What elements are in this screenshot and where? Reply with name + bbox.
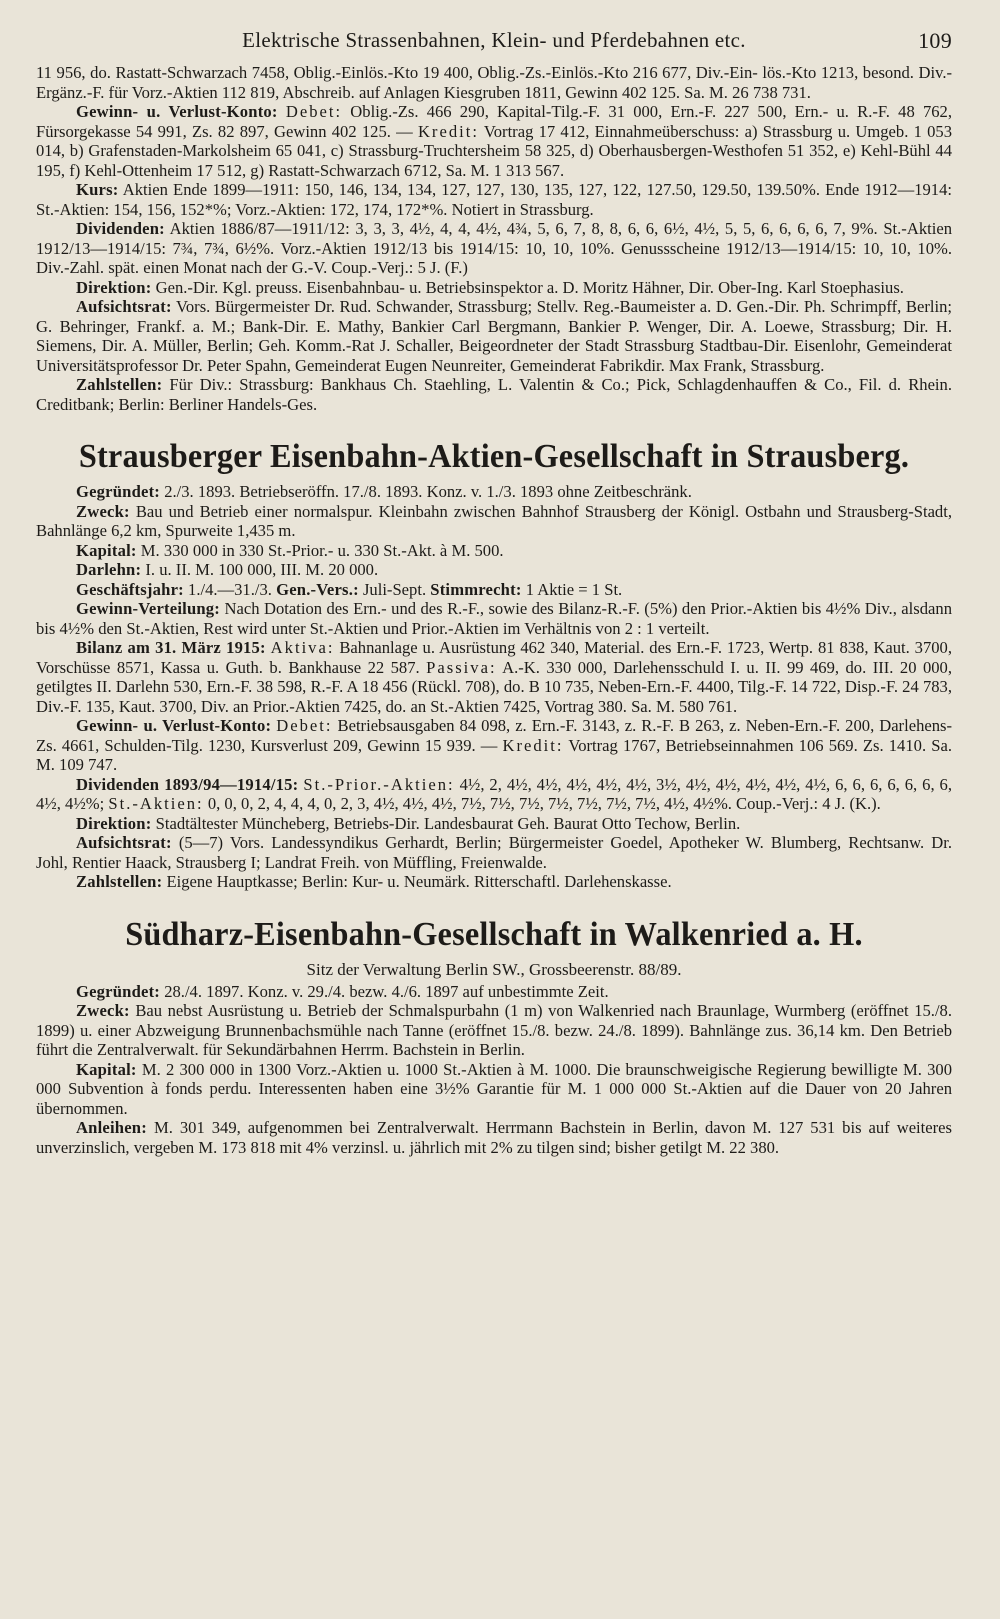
text: Bau und Betrieb einer normalspur. Kleinbahn zwischen Bahnhof Strausberg der Königl. Ostbahn und Strausberg-Stadt, Bahnlänge 6,2 km, Spurweite 1,435 m.: [36, 501, 952, 540]
running-header: [36, 28, 952, 53]
text: Gen.-Dir. Kgl. preuss. Eisenbahnbau- u. Betriebsinspektor a. D. Moritz Hähner, Dir. Ober-Ing. Karl Stoephasius.: [155, 277, 904, 297]
label: St.-Prior.-Aktien:: [303, 774, 455, 794]
text: 4½, 2, 4½, 4½, 4½, 4½, 4½, 3½, 4½, 4½, 4½, 4½, 4½, 6, 6, 6, 6, 6, 6, 6, 4½, 4½%;: [36, 774, 952, 813]
label: Gen.-Vers.:: [276, 579, 359, 599]
gewinn-verteilung-section: [36, 599, 952, 638]
company-title-suedharz: Südharz-Eisenbahn-Gesellschaft in Walkenried a. H.: [125, 915, 863, 953]
text: Vors. Bürgermeister Dr. Rud. Schwander, Strassburg; Stellv. Reg.-Baumeister a. D. Gen.-Dir. Ph. Schrimpff, Berlin; G. Behringer, Frankf. a. M.; Bank-Dir. E. Mathy, Bankier Carl Bergmann, Bankier P. Wenger, Dir. A. Loewe, Strassburg; Dir. H. Siemens, Dir. A. Müller, Berlin; Geh. Komm.-Rat J. Schaller, Beigeordneter der Stadt Strassburg Stadtbau-Dir. Eisenlohr, Gemeinderat Universitätsprofessor Dr. Peter Spahn, Gemeinderat Eugen Neunreiter, Gemeinderat Fabrikdir. Max Frank, Strassburg.: [36, 297, 952, 375]
gewinn-verlust-section: [36, 716, 952, 775]
text: (5—7) Vors. Landessyndikus Gerhardt, Berlin; Bürgermeister Goedel, Apotheker W. Blumberg, Rechtsanw. Dr. Johl, Rentier Haack, Strausberg I; Landrat Freih. von Müffling, Freienwalde.: [36, 833, 952, 872]
page-number: 109: [918, 28, 952, 53]
text: 1./4.—31./3.: [188, 579, 272, 599]
label: Passiva:: [426, 657, 497, 677]
zweck-section: [36, 1001, 952, 1060]
kapital-section: [36, 1060, 952, 1119]
kapital-section: [36, 541, 952, 561]
text: A.-K. 330 000, Darlehensschuld I. u. II. 99 469, do. III. 20 000, getilgtes II. Darlehn 530, Ern.-F. 38 598, R.-F. A 18 456 (Rückl. 708), do. B 10 735, Neben-Ern.-F. 4400, Tilg.-F. 14 722, Disp.-F. 24 783, Div.-F. 135, Kaut. 3700, Div. an Prior.-Aktien 7425, do. an St.-Aktien 7425, Vortrag 380. Sa. M. 580 761.: [36, 657, 952, 716]
label: Gewinn- u. Verlust-Konto:: [76, 102, 278, 121]
text: Juli-Sept.: [362, 579, 427, 599]
text: 28./4. 1897. Konz. v. 29./4. bezw. 4./6. 1897 auf unbestimmte Zeit.: [164, 981, 609, 1001]
label: Geschäftsjahr:: [76, 579, 184, 599]
text: Eigene Hauptkasse; Berlin: Kur- u. Neumärk. Ritterschaftl. Darlehenskasse.: [166, 872, 672, 891]
direktion-section: [36, 278, 952, 298]
label: Direktion:: [76, 813, 152, 833]
label: Kurs:: [76, 180, 119, 199]
label: Aktiva:: [270, 638, 335, 657]
gegruendet-section: [36, 982, 952, 1002]
label: Debet:: [276, 716, 333, 735]
running-title: Elektrische Strassenbahnen, Klein- und Pferdebahnen etc.: [242, 28, 746, 52]
label: Bilanz am 31. März 1915:: [76, 638, 266, 657]
text: Betriebsausgaben 84 098, z. Ern.-F. 3143, z. R.-F. B 263, z. Neben-Ern.-F. 200, Darlehens-Zs. 4661, Schulden-Tilg. 1230, Kursverlust 209, Gewinn 15 939. —: [36, 716, 953, 755]
label: Anleihen:: [76, 1118, 147, 1137]
text: Bahnanlage u. Ausrüstung 462 340, Material. des Ern.-F. 1723, Wertp. 81 838, Kaut. 3700, Vorschüsse 8571, Kassa u. Guth. b. Bankhause 22 587.: [36, 638, 952, 677]
text: Stadtältester Müncheberg, Betriebs-Dir. Landesbaurat Geh. Baurat Otto Techow, Berlin.: [155, 813, 741, 833]
balance-continuation: [36, 63, 952, 102]
direktion-section: [36, 814, 952, 834]
label: Zahlstellen:: [76, 872, 163, 891]
label: Gegründet:: [76, 981, 161, 1001]
zweck-section: [36, 502, 952, 541]
label: Kapital:: [76, 540, 137, 560]
bilanz-section: [36, 638, 952, 716]
profit-loss-account: [36, 102, 952, 180]
label: Aufsichtsrat:: [76, 833, 172, 852]
aufsichtsrat-section: [36, 297, 952, 375]
label: Gegründet:: [76, 482, 161, 501]
text: 11 956, do. Rastatt-Schwarzach 7458, Oblig.-Einlös.-Kto 19 400, Oblig.-Zs.-Einlös.-Kto 216 677, Div.-Ein- lös.-Kto 1213, besond. Div.-Ergänz.-F. für Vorz.-Aktien 112 819, Abschreib. auf Anlagen Kiesgruben 1811, Gewinn 402 125. Sa. M. 26 738 731.: [36, 63, 952, 102]
label: Zweck:: [76, 1001, 130, 1020]
text: I. u. II. M. 100 000, III. M. 20 000.: [145, 560, 379, 579]
label: Zweck:: [76, 501, 130, 521]
text: 2./3. 1893. Betriebseröffn. 17./8. 1893. Konz. v. 1./3. 1893 ohne Zeitbeschränk.: [164, 482, 692, 501]
text: Für Div.: Strassburg: Bankhaus Ch. Staehling, L. Valentin & Co.; Pick, Schlagdenhauffen & Co., Fil. d. Rhein. Creditbank; Berlin: Berliner Handels-Ges.: [36, 375, 952, 414]
text: Vortrag 17 412, Einnahmeüberschuss: a) Strassburg u. Umgeb. 1 053 014, b) Grafenstaden-Markolsheim 65 041, c) Strassburg-Truchtersheim 58 325, d) Oberhausbergen-Westhofen 51 352, e) Kehl-Bühl 44 195, f) Kehl-Ottenheim 17 512, g) Rastatt-Schwarzach 6712, Sa. M. 1 313 567.: [36, 121, 952, 180]
label: Kredit:: [417, 121, 479, 141]
label: Kredit:: [502, 735, 564, 755]
text: Oblig.-Zs. 466 290, Kapital-Tilg.-F. 31 000, Ern.-F. 227 500, Ern.- u. R.-F. 48 762, Fürsorgekasse 54 991, Zs. 82 897, Gewinn 402 125. —: [36, 102, 952, 141]
gegruendet-section: [36, 482, 952, 502]
text: M. 2 300 000 in 1300 Vorz.-Aktien u. 1000 St.-Aktien à M. 1000. Die braunschweigische Regierung bewilligte M. 300 000 Subvention à fonds perdu. Interessenten haben eine 3½% Garantie für M. 1 000 000 St.-Aktien auf die Dauer von 20 Jahren übernommen.: [36, 1059, 952, 1118]
dividenden-section: [36, 219, 952, 278]
label: Debet:: [285, 102, 343, 121]
dividenden-section: [36, 775, 952, 814]
company-title-strausberg: Strausberger Eisenbahn-Aktien-Gesellschaft in Strausberg.: [78, 438, 910, 475]
label: Zahlstellen:: [76, 375, 163, 394]
label: Stimmrecht:: [430, 579, 522, 599]
text: Bau nebst Ausrüstung u. Betrieb der Schmalspurbahn (1 m) von Walkenried nach Braunlage, Wurmberg (eröffnet 15./8. 1899) u. einer Abzweigung Brunnenbachsmühle nach Tanne (eröffnet 15./8. bezw. 24./8. 1899). Bahnlänge zus. 36,14 km. Den Betrieb führt die Zentralverwalt. für Sekundärbahnen Herrm. Bachstein in Berlin.: [36, 1001, 953, 1059]
text: M. 301 349, aufgenommen bei Zentralverwalt. Herrmann Bachstein in Berlin, davon M. 127 531 bis auf weiteres unverzinslich, vergeben M. 173 818 mit 4% verzinsl. u. jährlich mit 2% zu tilgen sind; bisher getilgt M. 22 380.: [36, 1118, 952, 1157]
text: 0, 0, 0, 2, 4, 4, 4, 0, 2, 3, 4½, 4½, 4½, 7½, 7½, 7½, 7½, 7½, 7½, 7½, 4½, 4½%. Coup.-Verj.: 4 J. (K.).: [207, 794, 881, 813]
text: Vortrag 1767, Betriebseinnahmen 106 569. Zs. 1410. Sa. M. 109 747.: [36, 735, 952, 774]
geschaeftsjahr-section: [36, 580, 952, 600]
darlehn-section: [36, 560, 952, 580]
label: Dividenden:: [76, 219, 165, 238]
anleihen-section: [36, 1118, 952, 1157]
zahlstellen-section: [36, 872, 952, 892]
text: Aktien Ende 1899—1911: 150, 146, 134, 134, 127, 127, 130, 135, 127, 122, 127.50, 129.50, 139.50%. Ende 1912—1914: St.-Aktien: 154, 156, 152*%; Vorz.-Aktien: 172, 174, 172*%. Notiert in Strassburg.: [36, 180, 952, 219]
label: Gewinn-Verteilung:: [76, 599, 221, 618]
text: 1 Aktie = 1 St.: [525, 579, 623, 599]
label: Dividenden 1893/94—1914/15:: [76, 774, 299, 794]
text: Aktien 1886/87—1911/12: 3, 3, 3, 4½, 4, 4, 4½, 4¾, 5, 6, 7, 8, 8, 6, 6, 6½, 4½, 5, 5, 6, 6, 6, 6, 7, 9%. St.-Aktien 1912/13—1914/15: 7¾, 7¾, 6½%. Vorz.-Aktien 1912/13 bis 1914/15: 10, 10, 10%. Genussscheine 1912/13—1914/15: 10, 10, 10%. Div.-Zahl. spät. einen Monat nach der G.-V. Coup.-Verj.: 5 J. (F.): [36, 219, 952, 277]
text: Nach Dotation des Ern.- und des R.-F., sowie des Bilanz-R.-F. (5%) den Prior.-Aktien bis 4½% Div., alsdann bis 4½% den St.-Aktien, Rest wird unter St.-Aktien und Prior.-Aktien im Verhältnis von 2 : 1 verteilt.: [36, 599, 952, 638]
company-seat: Sitz der Verwaltung Berlin SW., Grossbeerenstr. 88/89.: [306, 959, 682, 979]
kurs-section: [36, 180, 952, 219]
label: St.-Aktien:: [108, 794, 204, 813]
text: M. 330 000 in 330 St.-Prior.- u. 330 St.-Akt. à M. 500.: [140, 540, 504, 560]
aufsichtsrat-section: [36, 833, 952, 872]
label: Darlehn:: [76, 560, 142, 579]
label: Kapital:: [76, 1059, 137, 1079]
label: Aufsichtsrat:: [76, 297, 172, 316]
label: Direktion:: [76, 277, 152, 297]
zahlstellen-section: [36, 375, 952, 414]
label: Gewinn- u. Verlust-Konto:: [76, 716, 272, 735]
